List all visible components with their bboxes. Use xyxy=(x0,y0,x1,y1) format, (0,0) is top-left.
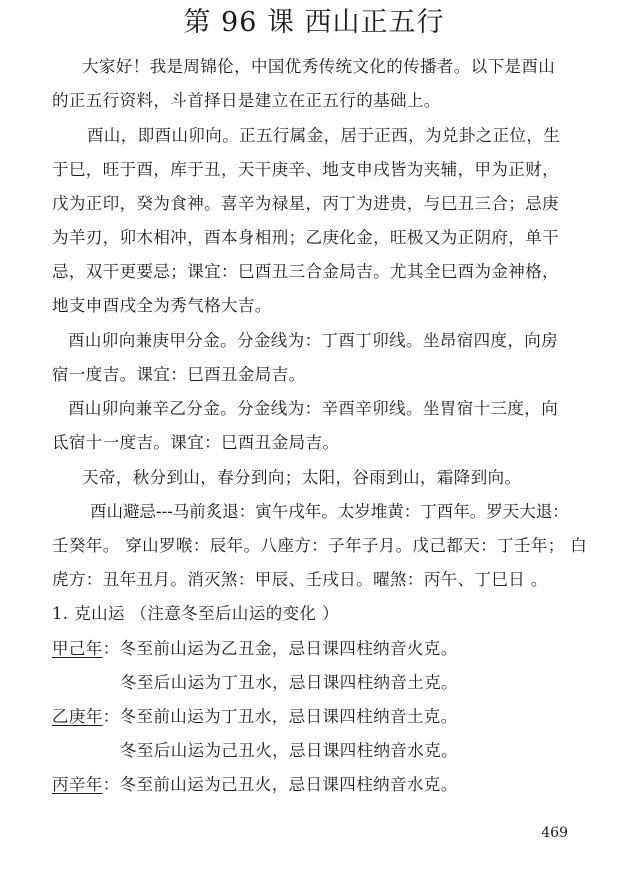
paragraph-2-line-4: 为羊刃，卯木相冲，酉本身相刑；乙庚化金，旺极又为正阴府，单干 xyxy=(52,228,559,247)
paragraph-1-line-2: 的正五行资料，斗首择日是建立在正五行的基础上。 xyxy=(52,91,441,110)
yun-entry-2-colon: ： xyxy=(102,707,120,726)
paragraph-3-line-1: 酉山卯向兼庚甲分金。分金线为：丁酉丁卯线。坐昂宿四度，向房 xyxy=(68,331,559,350)
paragraph-6-line-3: 虎方：丑年丑月。消灭煞：甲辰、壬戌日。曜煞：丙午、丁巳日 。 xyxy=(52,570,548,589)
yun-entry-2 xyxy=(52,706,458,728)
yun-entry-3-label: 丙辛年 xyxy=(52,775,103,794)
paragraph-2-line-6: 地支申酉戌全为秀气格大吉。 xyxy=(52,296,272,315)
yun-entry-1-after: 冬至后山运为丁丑水，忌日课四柱纳音土克。 xyxy=(120,673,458,692)
yun-entry-1-before: 冬至前山运为乙丑金，忌日课四柱纳音火克。 xyxy=(119,639,458,658)
page-number: 469 xyxy=(541,825,568,841)
paragraph-5-line-1: 天帝，秋分到山，春分到向；太阳，谷雨到山，霜降到向。 xyxy=(82,468,522,487)
paragraph-2-line-3: 戊为正印，癸为食神。喜辛为禄星，丙丁为进贵，与巳丑三合；忌庚 xyxy=(52,194,559,213)
yun-entry-1-colon: ： xyxy=(102,639,120,658)
yun-entry-3-colon: ： xyxy=(102,775,120,794)
paragraph-1-line-1: 大家好！我是周锦伦，中国优秀传统文化的传播者。以下是酉山 xyxy=(82,57,556,76)
paragraph-2-line-5: 忌，双干更要忌；课宜：巳酉丑三合金局吉。尤其全巳酉为金神格， xyxy=(52,262,559,281)
yun-entry-3 xyxy=(52,774,458,796)
paragraph-3-line-2: 宿一度吉。课宜：巳酉丑金局吉。 xyxy=(52,365,306,384)
yun-entry-3-before: 冬至前山运为己丑火，忌日课四柱纳音水克。 xyxy=(119,775,458,794)
yun-entry-2-after: 冬至后山运为己丑火，忌日课四柱纳音水克。 xyxy=(120,741,458,760)
paragraph-2-line-1: 酉山，即酉山卯向。正五行属金，居于正西，为兑卦之正位，生 xyxy=(87,126,561,145)
paragraph-4-line-1: 酉山卯向兼辛乙分金。分金线为：辛酉辛卯线。坐胃宿十三度，向 xyxy=(68,399,559,418)
paragraph-6-line-2: 壬癸年。 穿山罗喉：辰年。八座方：子年子月。戊己都天：丁壬年； 白 xyxy=(52,536,588,555)
paragraph-4-line-2: 氐宿十一度吉。课宜：巳酉丑金局吉。 xyxy=(52,433,340,452)
page-title: 第 96 课 西山正五行 xyxy=(183,7,445,38)
yun-entry-1 xyxy=(52,638,458,660)
paragraph-6-line-1: 酉山避忌---马前炙退：寅午戌年。太岁堆黄：丁酉年。罗天大退： xyxy=(90,502,569,521)
yun-entry-1-label: 甲己年 xyxy=(52,639,103,658)
yun-entry-2-before: 冬至前山运为丁丑水，忌日课四柱纳音土克。 xyxy=(119,707,458,726)
section-heading: 1. 克山运 （注意冬至后山运的变化 ） xyxy=(52,604,339,623)
paragraph-2-line-2: 于巳，旺于酉，库于丑，天干庚辛、地支申戌皆为夹辅，甲为正财， xyxy=(52,160,559,179)
yun-entry-2-label: 乙庚年 xyxy=(52,707,103,726)
